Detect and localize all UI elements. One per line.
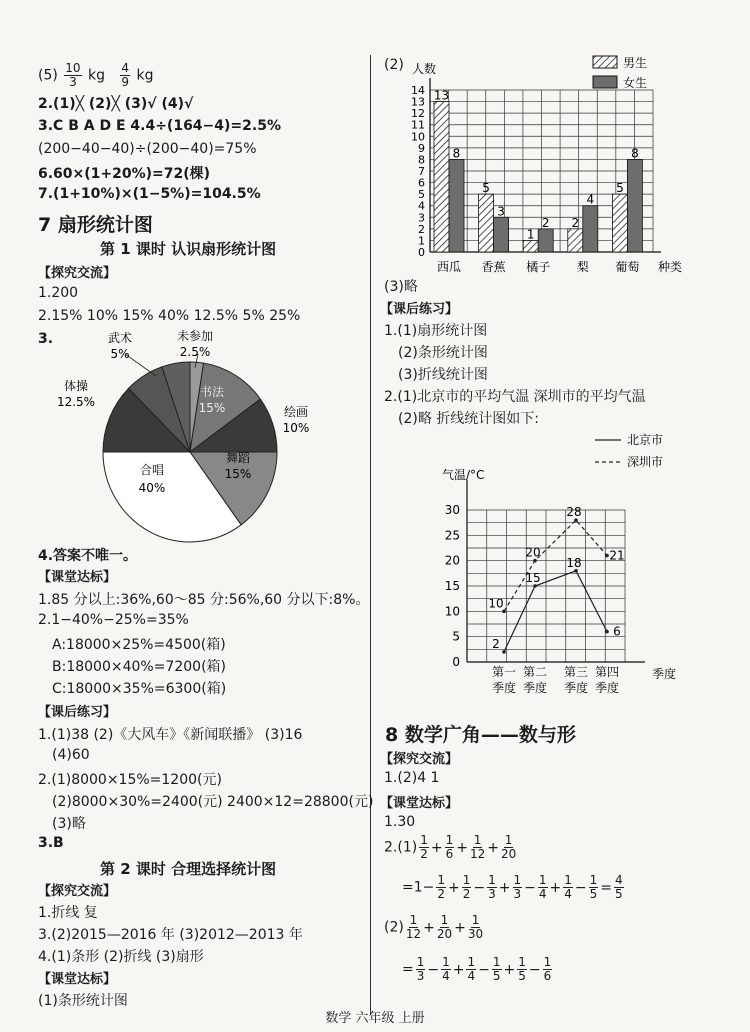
fraction: $\frac{4}{9}$ [121,61,130,89]
answer-line: (3)略 [52,816,86,832]
bar-value-label: 1 [526,227,535,242]
y-tick-label: 30 [444,503,460,517]
y-tick-label: 11 [411,118,425,132]
y-tick-label: 0 [418,246,425,259]
bar-value-label: 8 [631,146,639,161]
fraction: $\frac{1}{30}$ [467,913,484,941]
operator: − [473,879,486,896]
answer-line: 4.答案不唯一。 [38,548,138,564]
section-heading: 【探究交流】 [380,752,459,767]
lesson-title: 第 1 课时 认识扇形统计图 [100,240,277,258]
pie-label-hechang-value: 40% [138,481,166,495]
fraction: $\frac{1}{6}$ [543,955,552,983]
equation-line: = $\frac{1}{3}$ − $\frac{1}{4}$ + $\frac{1}{4}$ − $\frac{1}{5}$ + $\frac{1}{5}$ − $\frac{1}{6}$ [402,955,552,983]
fraction: $\frac{1}{2}$ [462,873,471,901]
bar-value-label: 4 [586,192,595,207]
fraction: $\frac{1}{20}$ [500,833,517,861]
chapter-title: 8 数学广角——数与形 [385,724,576,746]
operator: + [498,879,511,896]
answer-line: 1.200 [38,285,79,301]
bar-male [479,194,494,252]
legend-swatch-male [593,56,617,68]
chapter-title: 7 扇形统计图 [38,214,153,236]
section-heading: 【课堂达标】 [380,796,459,811]
answer-line: C:18000×35%=6300(箱) [52,681,227,697]
answer-line: (2)条形统计图 [398,345,488,361]
legend-swatch-female [593,76,617,88]
column-divider [370,55,371,1015]
pie-label-notjoin: 未参加 [176,330,214,343]
answer-line: 2.(1)北京市的平均气温 深圳市的平均气温 [384,389,646,405]
answer-line: (2) [384,57,404,73]
x-tick-label: 季度 [522,681,548,695]
bar-value-label: 5 [616,181,624,196]
fraction: $\frac{1}{5}$ [518,955,526,983]
pie-label-huihua-value: 10% [282,421,310,435]
answer-line: 2.1−40%−25%=35% [38,612,189,628]
y-tick-label: 10 [444,604,460,619]
bar-chart [378,54,710,274]
section-heading: 【探究交流】 [38,884,117,899]
answer-line: 2.15% 10% 15% 40% 12.5% 5% 25% [38,308,301,324]
fraction: $\frac{1}{4}$ [564,873,572,901]
page-footer: 数学 六年级 上册 [325,1011,425,1026]
x-tick-label: 西瓜 [436,260,462,274]
y-tick-label: 7 [418,165,425,178]
y-tick-label: 8 [418,153,425,167]
x-tick-label: 第一 [491,665,517,679]
operator: + [503,961,516,978]
y-tick-label: 5 [418,188,425,202]
line-chart [430,425,700,700]
equation-line: =1− $\frac{1}{2}$ + $\frac{1}{2}$ − $\frac{1}{3}$ + $\frac{1}{3}$ − $\frac{1}{4}$ + $\frac{1}{4}$ − $\frac{1}{5}$ = $\frac{4}{5}$ [402,873,623,901]
operator: + [430,839,443,856]
operator: + [549,879,562,896]
bar-female [627,159,642,252]
answer-line: 6.60×(1+20%)=72(棵) [38,166,211,182]
fraction: $\frac{1}{12}$ [405,913,422,941]
pie-label-shufa-value: 15% [198,401,226,415]
operator: − [524,879,536,896]
answer-line: 1.(1)38 (2)《大风车》《新闻联播》 (3)16 [38,727,303,743]
bar-female [494,217,509,252]
y-tick-label: 14 [411,84,425,97]
operator: + [448,879,460,896]
fraction: $\frac{1}{3}$ [416,955,425,983]
fraction: $\frac{1}{4}$ [442,955,450,983]
bar-female [449,159,464,252]
fraction: $\frac{1}{5}$ [492,955,501,983]
pie-label-ticao-value: 12.5% [56,395,96,409]
bar-value-label: 3 [497,204,505,219]
answer-line: 2.(1)╳ (2)╳ (3)√ (4)√ [38,96,194,112]
answer-line: B:18000×40%=7200(箱) [52,659,226,675]
x-tick-label: 香蕉 [481,260,506,274]
pie-label-huihua: 绘画 [283,405,309,419]
operator: − [574,879,587,896]
answer-line: (3)略 [384,279,418,295]
answer-line: 4.(1)条形 (2)折线 (3)扇形 [38,949,204,965]
bar-value-label: 8 [452,146,461,161]
answer-line: (1)条形统计图 [38,993,128,1009]
x-tick-label: 第四 [594,665,620,679]
pie-label-wushu: 武术 [107,331,133,345]
fraction: $\frac{1}{4}$ [538,873,547,901]
bar-value-label: 5 [482,181,490,196]
point-value-label: 21 [609,548,625,563]
point-value-label: 2 [492,636,500,651]
point-value-label: 15 [525,571,541,585]
fraction: $\frac{1}{2}$ [420,833,428,861]
section-heading: 【课后练习】 [380,302,459,317]
data-point [502,650,506,654]
bar-male [434,102,449,252]
operator: + [452,961,465,978]
answer-line: (200−40−40)÷(200−40)=75% [38,141,257,157]
section-heading: 【课后练习】 [38,705,117,720]
operator: = [600,879,612,896]
pie-label-wudao-value: 15% [224,467,252,481]
fraction: $\frac{4}{5}$ [615,873,623,901]
bar-female [538,229,553,252]
operator: + [423,919,435,936]
data-point [605,630,609,634]
pie-label-notjoin-value: 2.5% [179,345,211,359]
answer-line: 2.(1)8000×15%=1200(元) [38,772,222,788]
operator: − [478,961,490,978]
answer-line: 1.折线 复 [38,905,98,921]
line-shenzhen [504,520,607,611]
point-value-label: 6 [613,624,621,639]
y-tick-label: 10 [411,130,425,144]
answer-line: 1.85 分以上:36%,60～85 分:56%,60 分以下:8%。 [38,592,370,608]
x-tick-label: 橘子 [526,260,551,274]
fraction: $\frac{1}{3}$ [513,873,522,901]
point-value-label: 18 [566,555,582,570]
fraction: $\frac{1}{3}$ [488,873,496,901]
y-axis-title: 人数 [412,62,437,76]
answer-line: 3.(2)2015—2016 年 (3)2012—2013 年 [38,927,303,943]
y-tick-label: 3 [418,211,425,225]
section-heading: 【探究交流】 [38,266,117,281]
x-axis-title: 季度 [652,667,677,681]
bar-female [583,206,598,252]
fraction: $\frac{10}{3}$ [65,61,81,89]
x-tick-label: 季度 [594,681,620,695]
y-tick-label: 6 [418,176,425,190]
y-tick-label: 0 [452,655,460,669]
y-axis-title: 气温/°C [442,468,485,482]
y-tick-label: 12 [411,107,425,121]
equation-line: 2.(1) $\frac{1}{2}$ + $\frac{1}{6}$ + $\frac{1}{12}$ + $\frac{1}{20}$ [384,833,517,861]
y-tick-label: 4 [418,199,425,213]
x-tick-label: 葡萄 [615,260,640,274]
legend-label: 女生 [623,76,648,90]
pie-label-wushu-value: 5% [110,347,130,361]
answer-line: 1.(1)扇形统计图 [384,323,488,339]
lesson-title: 第 2 课时 合理选择统计图 [100,860,277,878]
pie-label-wudao: 舞蹈 [225,451,251,465]
answer-line: 1.(2)4 1 [384,770,440,786]
y-tick-label: 20 [444,553,460,568]
data-point [605,554,609,558]
pie-label-ticao: 体操 [63,379,89,393]
x-tick-label: 季度 [563,681,589,695]
pie-label-shufa: 书法 [199,385,225,399]
section-heading: 【课堂达标】 [38,972,117,987]
operator: − [528,961,541,978]
y-tick-label: 9 [418,141,425,155]
legend-label: 北京市 [627,433,664,447]
answer-line: 7.(1+10%)×(1−5%)=104.5% [38,186,261,202]
point-value-label: 28 [566,505,582,520]
legend-label: 男生 [623,56,648,70]
x-tick-label: 第三 [563,665,589,679]
operator: − [427,961,440,978]
answer-line: 3. [38,331,54,347]
bar-value-label: 2 [571,215,580,230]
x-axis-title: 种类 [658,260,683,274]
y-tick-label: 2 [418,222,425,236]
answer-line: (4)60 [52,747,90,763]
section-heading: 【课堂达标】 [38,570,117,585]
operator: + [456,839,468,856]
answer-line: 3.B [38,835,64,851]
answer-line: (3)折线统计图 [398,367,488,383]
fraction: $\frac{1}{12}$ [469,833,486,861]
fraction: $\frac{1}{5}$ [589,873,598,901]
answer-line: 1.30 [384,814,416,830]
equation-line: (2) $\frac{1}{12}$ + $\frac{1}{20}$ + $\frac{1}{30}$ [384,913,484,941]
y-tick-label: 25 [444,528,460,543]
y-tick-label: 15 [444,579,460,593]
fraction: $\frac{1}{6}$ [445,833,454,861]
answer-line: (2)略 折线统计图如下: [398,411,539,427]
point-value-label: 20 [525,545,541,560]
answer-line: A:18000×25%=4500(箱) [52,637,226,653]
answer-line: (5) $\frac{10}{3}$ kg $\frac{4}{9}$ kg [38,61,154,89]
pie-chart [40,330,370,550]
fraction: $\frac{1}{20}$ [436,913,453,941]
answer-line: (2)8000×30%=2400(元) 2400×12=28800(元) [52,794,374,810]
pie-label-hechang: 合唱 [139,463,165,477]
y-tick-label: 1 [418,234,425,248]
operator: + [487,839,499,856]
fraction: $\frac{1}{2}$ [437,873,446,901]
fraction: $\frac{1}{4}$ [467,955,476,983]
point-value-label: 10 [488,596,504,611]
bar-value-label: 2 [541,215,550,230]
bar-male [523,240,538,252]
legend-label: 深圳市 [627,455,664,469]
answer-line: 3.C B A D E 4.4÷(164−4)=2.5% [38,118,281,134]
bar-value-label: 13 [433,88,450,103]
bar-male [568,229,583,252]
y-tick-label: 13 [411,95,425,109]
operator: + [454,919,466,936]
y-tick-label: 5 [452,629,460,644]
x-tick-label: 梨 [576,260,589,274]
x-tick-label: 季度 [491,681,517,695]
x-tick-label: 第二 [522,665,548,679]
bar-male [612,194,627,252]
